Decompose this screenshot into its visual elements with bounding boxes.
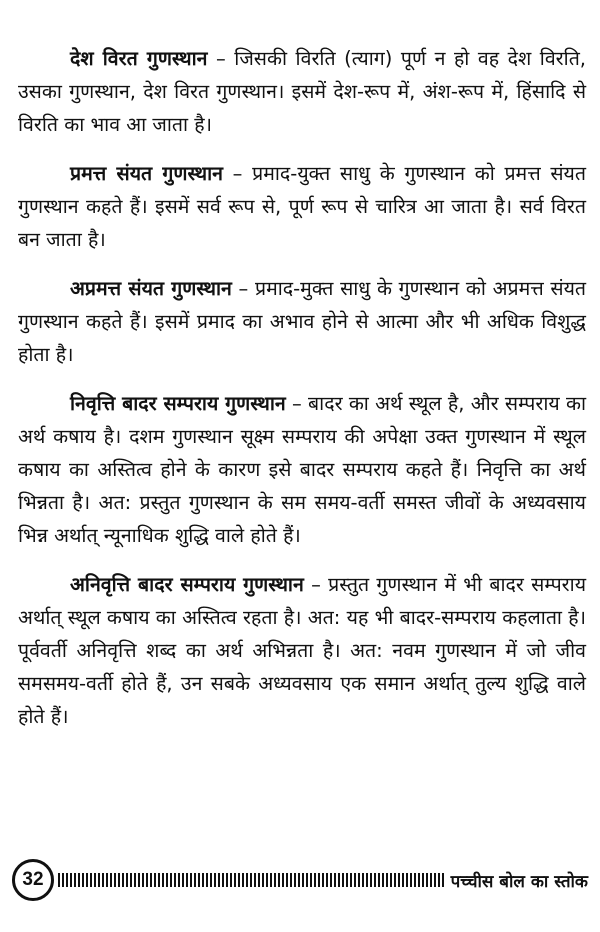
- paragraph-anivritti-badar: [18, 568, 586, 733]
- term-heading: अप्रमत्त संयत गुणस्थान: [70, 277, 232, 300]
- page-body: [18, 42, 586, 749]
- term-heading: प्रमत्त संयत गुणस्थान: [70, 162, 223, 185]
- term-heading: देश विरत गुणस्थान: [70, 47, 208, 70]
- footer-rule: [58, 873, 445, 887]
- book-title: पच्चीस बोल का स्तोक: [450, 871, 588, 892]
- term-heading: निवृत्ति बादर सम्पराय गुणस्थान: [70, 392, 286, 415]
- paragraph-text: – बादर का अर्थ स्थूल है, और सम्पराय का अर्थ कषाय है। दशम गुणस्थान सूक्ष्म सम्पराय की अपेक्षा उक्त गुणस्थान में स्थूल कषाय का अस्तित्व होने के कारण इसे बादर सम्पराय कहते हैं। निवृत्ति का अर्थ भिन्नता है। अत: प्रस्तुत गुणस्थान के सम समय-वर्ती समस्त जीवों के अध्यवसाय भिन्न अर्थात् न्यूनाधिक शुद्धि वाले होते हैं।: [18, 392, 586, 547]
- paragraph-nivritti-badar: [18, 387, 586, 552]
- paragraph-text: – प्रमाद-मुक्त साधु के गुणस्थान को अप्रमत्त संयत गुणस्थान कहते हैं। इसमें प्रमाद का अभाव होने से आत्मा और भी अधिक विशुद्ध होता है।: [18, 277, 586, 366]
- paragraph-text: – प्रस्तुत गुणस्थान में भी बादर सम्पराय अर्थात् स्थूल कषाय का अस्तित्व रहता है। अत: यह भी बादर-सम्पराय कहलाता है। पूर्ववर्ती अनिवृत्ति शब्द का अर्थ अभिन्नता है। अत: नवम गुणस्थान में जो जीव समसमय-वर्ती होते हैं, उन सबके अध्यवसाय एक समान अर्थात् तुल्य शुद्धि वाले होते हैं।: [18, 573, 587, 728]
- page-footer: [12, 856, 588, 904]
- page-number-badge: 32: [12, 859, 54, 901]
- term-heading: अनिवृत्ति बादर सम्पराय गुणस्थान: [70, 573, 304, 596]
- paragraph-text: – जिसकी विरति (त्याग) पूर्ण न हो वह देश विरति, उसका गुणस्थान, देश विरत गुणस्थान। इसमें देश-रूप में, अंश-रूप में, हिंसादि से विरति का भाव आ जाता है।: [18, 47, 587, 136]
- paragraph-desh-virat: [18, 42, 586, 141]
- paragraph-text: – प्रमाद-युक्त साधु के गुणस्थान को प्रमत्त संयत गुणस्थान कहते हैं। इसमें सर्व रूप से, पूर्ण रूप से चारित्र आ जाता है। सर्व विरत बन जाता है।: [18, 162, 586, 251]
- paragraph-apramatt-sanyat: [18, 272, 586, 371]
- paragraph-pramatt-sanyat: [18, 157, 586, 256]
